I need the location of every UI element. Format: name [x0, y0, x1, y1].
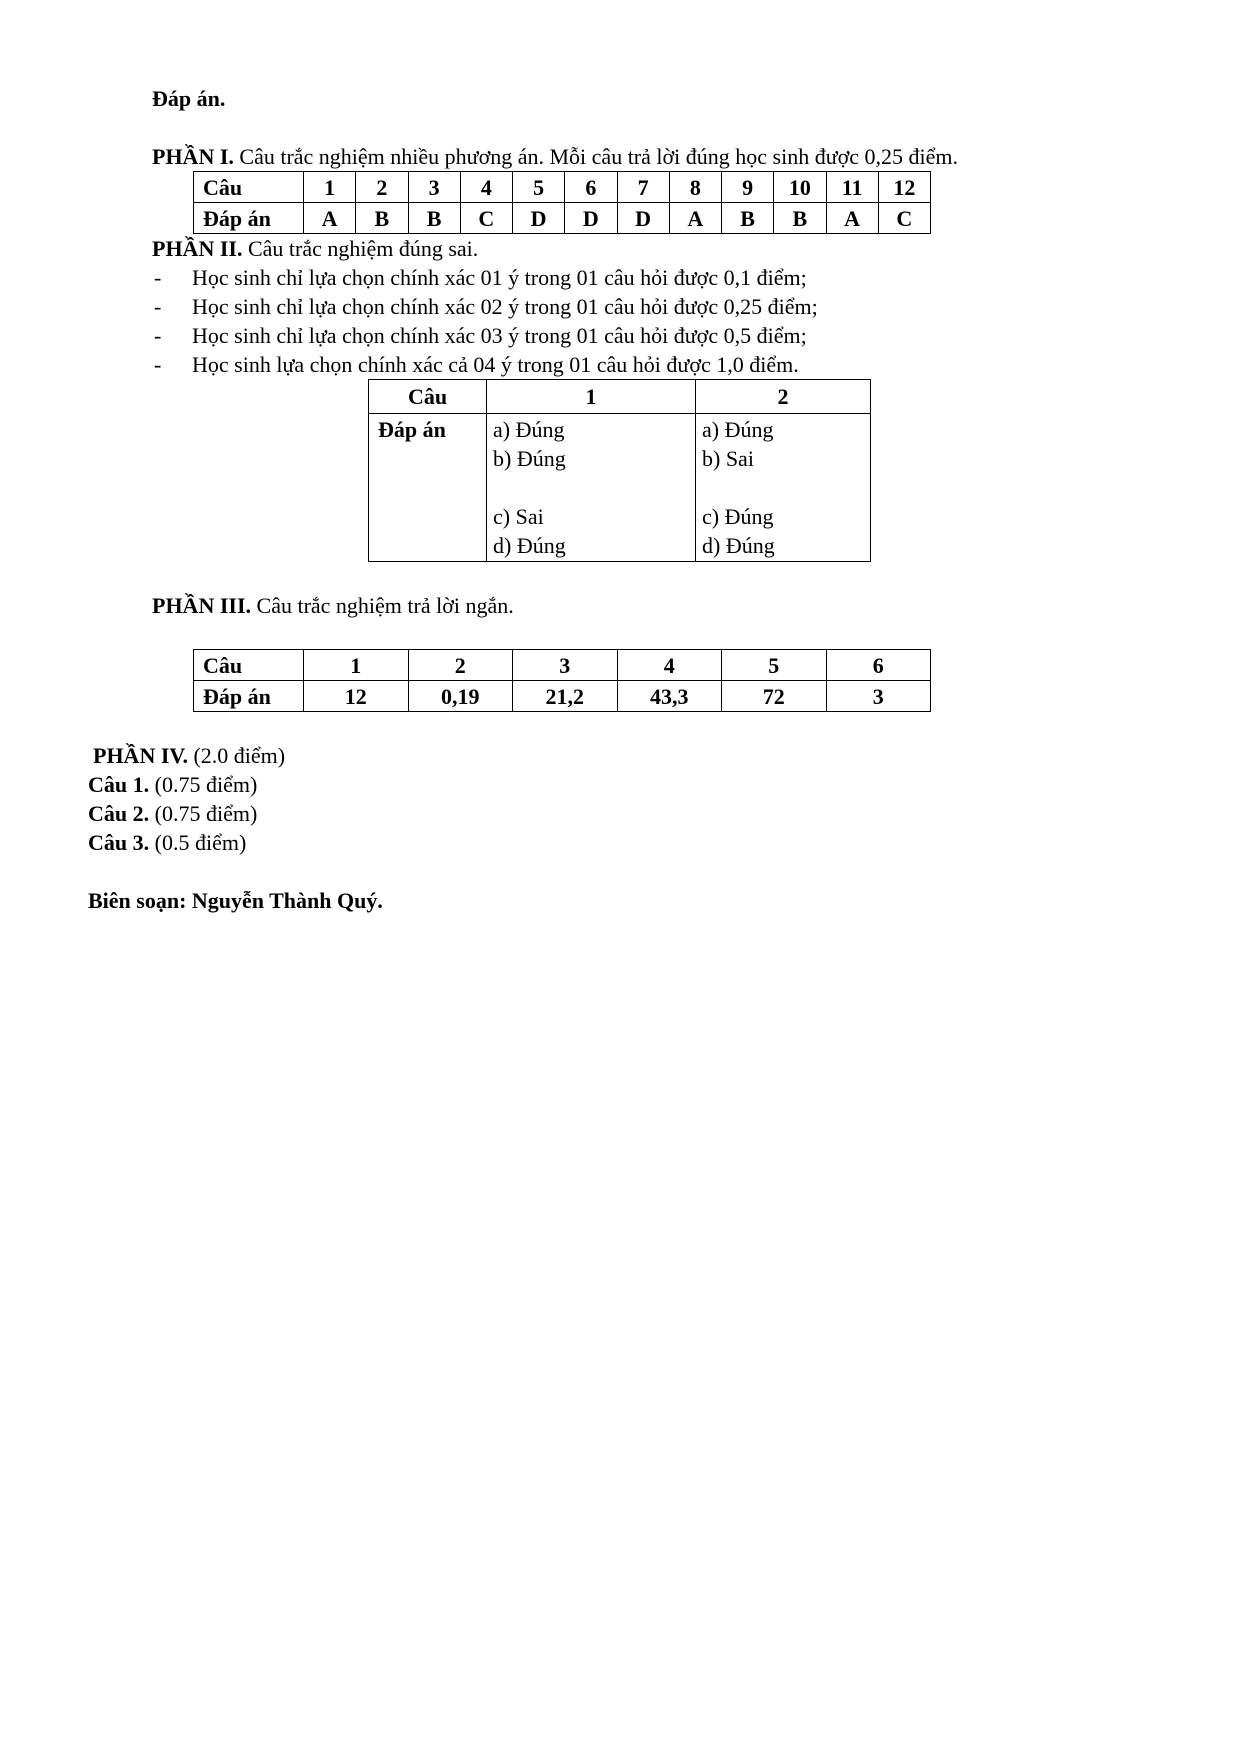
part3-q-number: 4	[617, 650, 722, 681]
part3-row-label-question: Câu	[194, 650, 304, 681]
part4-item-text: (0.75 điểm)	[149, 772, 258, 797]
part2-q2-line: c) Đúng	[702, 504, 774, 529]
part2-rule-item	[88, 321, 1151, 350]
part2-heading-text: Câu trắc nghiệm đúng sai.	[242, 236, 479, 261]
part1-row-label-question: Câu	[194, 172, 304, 203]
part2-heading-label: PHẦN II.	[152, 236, 243, 261]
part2-q1-line: d) Đúng	[493, 533, 566, 558]
part2-header-question: Câu	[369, 380, 487, 414]
part1-answer-table	[193, 171, 931, 234]
part1-answer: C	[878, 203, 930, 234]
part1-q-number: 11	[826, 172, 878, 203]
part2-rule-text: Học sinh chỉ lựa chọn chính xác 02 ý trong 01 câu hỏi được 0,25 điểm;	[192, 294, 818, 319]
part4-heading	[93, 741, 1151, 770]
part3-answer: 72	[722, 681, 827, 712]
part2-rule-text: Học sinh chỉ lựa chọn chính xác 03 ý trong 01 câu hỏi được 0,5 điểm;	[192, 323, 807, 348]
part1-heading	[88, 142, 1151, 171]
table-row	[194, 650, 931, 681]
table-row	[194, 203, 931, 234]
part2-q1-line: c) Sai	[493, 504, 544, 529]
part2-true-false-table	[368, 379, 871, 562]
part4-item-label: Câu 3.	[88, 830, 150, 855]
author-line: Biên soạn: Nguyễn Thành Quý.	[88, 888, 383, 913]
part4-item-label: Câu 1.	[88, 772, 150, 797]
part4-item-text: (0.5 điểm)	[149, 830, 247, 855]
table-row	[194, 172, 931, 203]
part3-q-number: 2	[408, 650, 513, 681]
spacer	[88, 857, 1151, 886]
part1-answer: D	[513, 203, 565, 234]
part3-answer: 43,3	[617, 681, 722, 712]
part2-rule-item	[88, 292, 1151, 321]
table-row	[369, 380, 871, 414]
part1-answer: A	[826, 203, 878, 234]
bullet-dash: -	[154, 294, 162, 319]
part1-q-number: 4	[460, 172, 512, 203]
part3-answer: 12	[304, 681, 409, 712]
part1-q-number: 5	[513, 172, 565, 203]
part2-q2-line: a) Đúng	[702, 417, 774, 442]
part1-q-number: 9	[722, 172, 774, 203]
part1-answer: A	[669, 203, 721, 234]
part1-answer: A	[304, 203, 356, 234]
part2-q1-line: a) Đúng	[493, 417, 565, 442]
spacer	[88, 562, 1151, 591]
part2-heading	[88, 234, 1151, 263]
part1-answer: B	[722, 203, 774, 234]
part2-q1-line: b) Đúng	[493, 446, 566, 471]
part4-item-label: Câu 2.	[88, 801, 150, 826]
part1-answer: B	[356, 203, 408, 234]
part1-answer: B	[774, 203, 826, 234]
table-row	[369, 414, 871, 562]
part2-q1-answers	[487, 414, 696, 562]
spacer	[88, 712, 1151, 741]
table-row	[194, 681, 931, 712]
part2-q2-line: b) Sai	[702, 446, 754, 471]
part2-rule-item	[88, 263, 1151, 292]
part1-q-number: 1	[304, 172, 356, 203]
part3-answer: 3	[826, 681, 931, 712]
part1-q-number: 12	[878, 172, 930, 203]
part2-q2-answers	[696, 414, 871, 562]
part1-q-number: 3	[408, 172, 460, 203]
part3-q-number: 3	[513, 650, 618, 681]
part1-q-number: 8	[669, 172, 721, 203]
part4-item-text: (0.75 điểm)	[149, 801, 258, 826]
part2-row-label-answer: Đáp án	[369, 414, 487, 562]
part1-q-number: 7	[617, 172, 669, 203]
part1-q-number: 10	[774, 172, 826, 203]
bullet-dash: -	[154, 265, 162, 290]
bullet-dash: -	[154, 352, 162, 377]
part3-answer: 21,2	[513, 681, 618, 712]
part2-q1-line	[493, 473, 689, 502]
spacer	[88, 620, 1151, 649]
part3-row-label-answer: Đáp án	[194, 681, 304, 712]
part4-heading-label: PHẦN IV.	[93, 743, 188, 768]
part1-answer: B	[408, 203, 460, 234]
part2-header-q2: 2	[696, 380, 871, 414]
part1-q-number: 2	[356, 172, 408, 203]
part3-answer: 0,19	[408, 681, 513, 712]
part2-q2-line: d) Đúng	[702, 533, 775, 558]
part1-heading-text: Câu trắc nghiệm nhiều phương án. Mỗi câu trả lời đúng học sinh được 0,25 điểm.	[233, 144, 958, 169]
part4-heading-text: (2.0 điểm)	[187, 743, 286, 768]
part1-row-label-answer: Đáp án	[194, 203, 304, 234]
part2-header-q1: 1	[487, 380, 696, 414]
document-title: Đáp án.	[152, 86, 226, 111]
part1-answer: D	[617, 203, 669, 234]
part2-rule-item	[88, 350, 1151, 379]
part4-item	[88, 828, 1151, 857]
part3-heading-text: Câu trắc nghiệm trả lời ngắn.	[251, 593, 514, 618]
part2-rule-text: Học sinh chỉ lựa chọn chính xác 01 ý trong 01 câu hỏi được 0,1 điểm;	[192, 265, 807, 290]
spacer	[88, 113, 1151, 142]
part1-heading-label: PHẦN I.	[152, 144, 234, 169]
part3-q-number: 6	[826, 650, 931, 681]
part3-answer-table	[193, 649, 931, 712]
part3-heading	[88, 591, 1151, 620]
part3-q-number: 1	[304, 650, 409, 681]
part2-rule-text: Học sinh lựa chọn chính xác cả 04 ý trong 01 câu hỏi được 1,0 điểm.	[192, 352, 799, 377]
bullet-dash: -	[154, 323, 162, 348]
part3-heading-label: PHẦN III.	[152, 593, 252, 618]
part2-q2-line	[702, 473, 864, 502]
part4-item	[88, 770, 1151, 799]
part1-q-number: 6	[565, 172, 617, 203]
part1-answer: D	[565, 203, 617, 234]
part4-item	[88, 799, 1151, 828]
part3-q-number: 5	[722, 650, 827, 681]
part1-answer: C	[460, 203, 512, 234]
